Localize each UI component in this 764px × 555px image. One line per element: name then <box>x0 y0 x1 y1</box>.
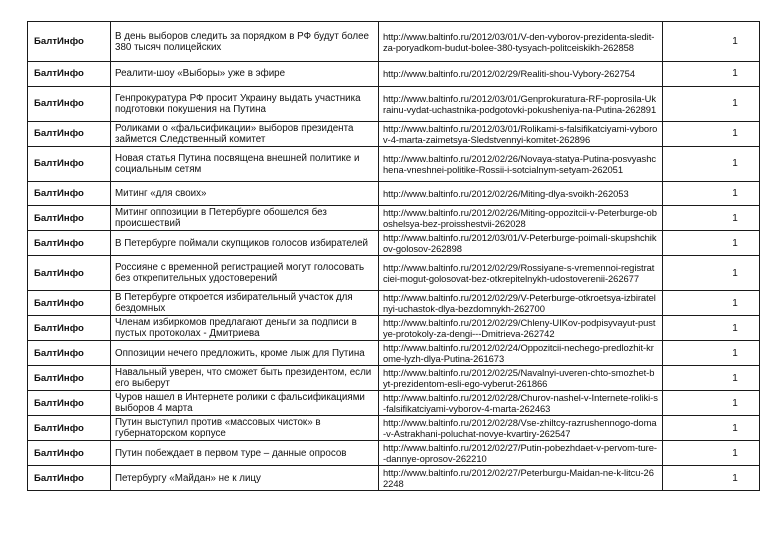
count-cell: 1 <box>663 181 760 206</box>
headline-cell: Митинг оппозиции в Петербурге обошелся без происшествий <box>111 206 379 231</box>
count-cell: 1 <box>663 416 760 441</box>
source-cell: БалтИнфо <box>28 121 111 146</box>
source-cell: БалтИнфо <box>28 231 111 256</box>
url-cell: http://www.baltinfo.ru/2012/02/29/Rossiyane-s-vremennoi-registratciei-mogut-golosovat-bez-otkrepitelnykh-udostoverenii-262677 <box>379 256 663 291</box>
headline-cell: Членам избиркомов предлагают деньги за подписи в пустых протоколах - Дмитриева <box>111 316 379 341</box>
source-cell: БалтИнфо <box>28 366 111 391</box>
url-cell: http://www.baltinfo.ru/2012/02/29/Chleny-UIKov-podpisyvayut-pustye-protokoly-za-dengi---Dmitrieva-262742 <box>379 316 663 341</box>
table-row <box>28 291 760 316</box>
count-cell: 1 <box>663 291 760 316</box>
count-cell: 1 <box>663 391 760 416</box>
table-body <box>28 22 760 491</box>
headline-cell: Генпрокуратура РФ просит Украину выдать участника подготовки покушения на Путина <box>111 86 379 121</box>
source-cell: БалтИнфо <box>28 86 111 121</box>
table-row <box>28 86 760 121</box>
document-page <box>27 21 759 491</box>
url-cell: http://www.baltinfo.ru/2012/03/01/Genprokuratura-RF-poprosila-Ukrainu-vydat-uchastnika-podgotovki-pokusheniya-na-Putina-262891 <box>379 86 663 121</box>
headline-cell: Путин выступил против «массовых чисток» в губернаторском корпусе <box>111 416 379 441</box>
url-cell: http://www.baltinfo.ru/2012/02/29/Realiti-shou-Vybory-262754 <box>379 62 663 87</box>
headline-cell: Реалити-шоу «Выборы» уже в эфире <box>111 62 379 87</box>
count-cell: 1 <box>663 121 760 146</box>
table-row <box>28 256 760 291</box>
url-cell: http://www.baltinfo.ru/2012/02/24/Oppozitcii-nechego-predlozhit-krome-lyzh-dlya-Putina-261673 <box>379 341 663 366</box>
table-row <box>28 466 760 491</box>
count-cell: 1 <box>663 62 760 87</box>
source-cell: БалтИнфо <box>28 341 111 366</box>
source-cell: БалтИнфо <box>28 62 111 87</box>
headline-cell: Новая статья Путина посвящена внешней политике и социальным сетям <box>111 146 379 181</box>
headline-cell: В Петербурге поймали скупщиков голосов избирателей <box>111 231 379 256</box>
table-row <box>28 416 760 441</box>
count-cell: 1 <box>663 466 760 491</box>
count-cell: 1 <box>663 366 760 391</box>
headline-cell: Оппозиции нечего предложить, кроме лыж для Путина <box>111 341 379 366</box>
url-cell: http://www.baltinfo.ru/2012/02/26/Novaya-statya-Putina-posvyashchena-vneshnei-politike-Rossii-i-sotcialnym-setyam-262051 <box>379 146 663 181</box>
count-cell: 1 <box>663 256 760 291</box>
source-cell: БалтИнфо <box>28 146 111 181</box>
headline-cell: В Петербурге откроется избирательный участок для бездомных <box>111 291 379 316</box>
count-cell: 1 <box>663 22 760 62</box>
url-cell: http://www.baltinfo.ru/2012/03/01/V-Peterburge-poimali-skupshchikov-golosov-262898 <box>379 231 663 256</box>
headline-cell: Роликами о «фальсификации» выборов президента займется Следственный комитет <box>111 121 379 146</box>
headline-cell: В день выборов следить за порядком в РФ будут более 380 тысяч полицейских <box>111 22 379 62</box>
source-cell: БалтИнфо <box>28 206 111 231</box>
source-cell: БалтИнфо <box>28 256 111 291</box>
source-cell: БалтИнфо <box>28 181 111 206</box>
table-row <box>28 22 760 62</box>
url-cell: http://www.baltinfo.ru/2012/02/26/Miting-dlya-svoikh-262053 <box>379 181 663 206</box>
table-row <box>28 316 760 341</box>
source-cell: БалтИнфо <box>28 391 111 416</box>
table-row <box>28 231 760 256</box>
source-cell: БалтИнфо <box>28 466 111 491</box>
source-cell: БалтИнфо <box>28 22 111 62</box>
source-cell: БалтИнфо <box>28 441 111 466</box>
count-cell: 1 <box>663 86 760 121</box>
count-cell: 1 <box>663 316 760 341</box>
table-row <box>28 181 760 206</box>
table-row <box>28 62 760 87</box>
count-cell: 1 <box>663 341 760 366</box>
url-cell: http://www.baltinfo.ru/2012/03/01/V-den-vyborov-prezidenta-sledit-za-poryadkom-budut-bolee-380-tysyach-politceiskikh-262858 <box>379 22 663 62</box>
table-row <box>28 121 760 146</box>
media-mentions-table <box>27 21 760 491</box>
headline-cell: Россияне с временной регистрацией могут голосовать без открепительных удостоверений <box>111 256 379 291</box>
headline-cell: Петербургу «Майдан» не к лицу <box>111 466 379 491</box>
table-row <box>28 206 760 231</box>
source-cell: БалтИнфо <box>28 416 111 441</box>
table-row <box>28 146 760 181</box>
url-cell: http://www.baltinfo.ru/2012/03/01/Rolikami-s-falsifikatciyami-vyborov-4-marta-zaimetsya-Sledstvennyi-komitet-262896 <box>379 121 663 146</box>
table-row <box>28 441 760 466</box>
url-cell: http://www.baltinfo.ru/2012/02/25/Navalnyi-uveren-chto-smozhet-byt-prezidentom-esli-ego-vyberut-261866 <box>379 366 663 391</box>
source-cell: БалтИнфо <box>28 316 111 341</box>
url-cell: http://www.baltinfo.ru/2012/02/27/Putin-pobezhdaet-v-pervom-ture--dannye-oprosov-262210 <box>379 441 663 466</box>
count-cell: 1 <box>663 206 760 231</box>
count-cell: 1 <box>663 231 760 256</box>
table-row <box>28 366 760 391</box>
count-cell: 1 <box>663 146 760 181</box>
table-row <box>28 391 760 416</box>
url-cell: http://www.baltinfo.ru/2012/02/28/Churov-nashel-v-Internete-roliki-s-falsifikatciyami-vyborov-4-marta-262463 <box>379 391 663 416</box>
headline-cell: Путин побеждает в первом туре – данные опросов <box>111 441 379 466</box>
source-cell: БалтИнфо <box>28 291 111 316</box>
url-cell: http://www.baltinfo.ru/2012/02/29/V-Peterburge-otkroetsya-izbiratelnyi-uchastok-dlya-bezdomnykh-262700 <box>379 291 663 316</box>
table-row <box>28 341 760 366</box>
headline-cell: Чуров нашел в Интернете ролики с фальсификациями выборов 4 марта <box>111 391 379 416</box>
count-cell: 1 <box>663 441 760 466</box>
headline-cell: Митинг «для своих» <box>111 181 379 206</box>
url-cell: http://www.baltinfo.ru/2012/02/27/Peterburgu-Maidan-ne-k-litcu-262248 <box>379 466 663 491</box>
url-cell: http://www.baltinfo.ru/2012/02/28/Vse-zhiltcy-razrushennogo-doma-v-Astrakhani-poluchat-novye-kvartiry-262547 <box>379 416 663 441</box>
headline-cell: Навальный уверен, что сможет быть президентом, если его выберут <box>111 366 379 391</box>
url-cell: http://www.baltinfo.ru/2012/02/26/Miting-oppozitcii-v-Peterburge-oboshelsya-bez-proisshestvii-262028 <box>379 206 663 231</box>
